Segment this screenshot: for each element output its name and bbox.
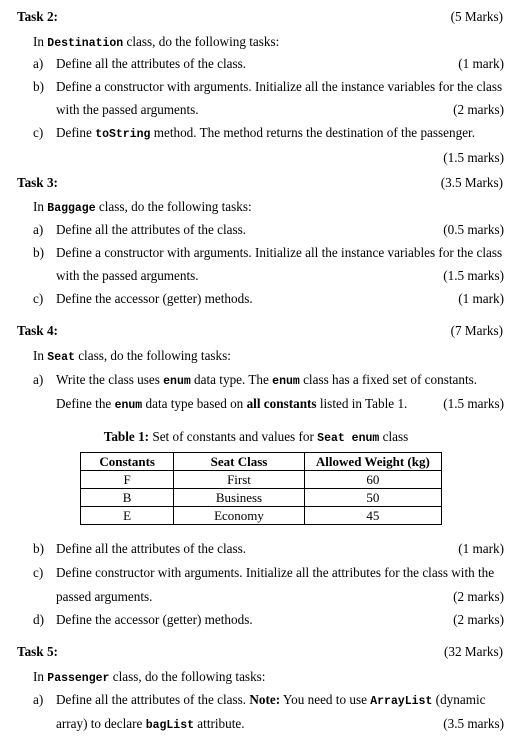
item-label: b)	[33, 541, 44, 556]
table-row	[81, 489, 442, 507]
item-text	[56, 126, 475, 141]
task3-intro-pre: In	[33, 199, 48, 214]
item-marks: (0.5 marks)	[443, 222, 504, 237]
item-label: a)	[33, 372, 44, 387]
item-label: b)	[33, 245, 44, 260]
item-text-cont: with the passed arguments.	[56, 102, 199, 117]
table-cell: B	[81, 489, 174, 507]
task2-heading	[17, 10, 504, 23]
task5-intro-pre: In	[33, 669, 48, 684]
item-text-cont	[56, 717, 245, 732]
task2-marks: (5 Marks)	[450, 9, 503, 24]
task2-title: Task 2:	[17, 9, 58, 24]
item-marks: (1 mark)	[458, 541, 504, 556]
caption-label: Table 1:	[103, 429, 150, 444]
task4-marks: (7 Marks)	[450, 323, 503, 338]
task4-intro-pre: In	[33, 348, 48, 363]
item-label: c)	[33, 291, 44, 306]
attribute-baglist: bagList	[145, 719, 194, 732]
item-label: b)	[33, 79, 44, 94]
table-header-row	[81, 453, 442, 471]
table-cell: 60	[304, 471, 441, 489]
item-text: Define constructor with arguments. Initialize all the attributes for the class with the	[56, 565, 495, 580]
caption-code: Seat enum	[317, 432, 380, 445]
text-post: listed in Table 1.	[316, 396, 408, 411]
item-text-cont: passed arguments.	[56, 589, 153, 604]
text-post: attribute.	[194, 716, 245, 731]
task3-marks: (3.5 Marks)	[440, 175, 503, 190]
task5-marks: (32 Marks)	[444, 644, 503, 659]
text-pre: Write the class uses	[56, 372, 164, 387]
table-header: Seat Class	[174, 453, 304, 471]
item-label: c)	[33, 125, 44, 140]
item-text-cont	[56, 397, 407, 412]
item-marks: (1 mark)	[458, 291, 504, 306]
table-header: Constants	[81, 453, 174, 471]
task5-intro-post: class, do the following tasks:	[109, 669, 266, 684]
text-mid: data type based on	[142, 396, 247, 411]
item-marks: (1 mark)	[458, 56, 504, 71]
keyword-enum: enum	[163, 375, 191, 388]
item-text: Define all the attributes of the class.	[56, 541, 247, 556]
text-post: class has a fixed set of constants.	[299, 372, 478, 387]
item-marks: (1.5 marks)	[443, 268, 504, 283]
task3-title: Task 3:	[17, 175, 58, 190]
item-text-post: method. The method returns the destination of the passenger.	[150, 125, 476, 140]
item-text-pre: Define	[56, 125, 96, 140]
item-marks: (2 marks)	[453, 589, 504, 604]
item-marks: (3.5 marks)	[443, 716, 504, 731]
item-text: Define a constructor with arguments. Initialize all the instance variables for the class	[56, 245, 503, 260]
table-header: Allowed Weight (kg)	[304, 453, 441, 471]
task4-class-name: Seat	[47, 351, 75, 364]
type-arraylist: ArrayList	[370, 695, 433, 708]
item-text-cont: with the passed arguments.	[56, 268, 199, 283]
task2-intro	[33, 35, 279, 50]
table-cell: 45	[304, 507, 441, 525]
item-text: Define all the attributes of the class.	[56, 222, 247, 237]
item-text: Define the accessor (getter) methods.	[56, 291, 253, 306]
method-name: toString	[95, 128, 151, 141]
item-text	[56, 373, 477, 388]
task3-heading	[17, 176, 504, 189]
item-text: Define a constructor with arguments. Initialize all the instance variables for the class	[56, 79, 503, 94]
item-text	[56, 693, 485, 708]
table-cell: 50	[304, 489, 441, 507]
item-text: Define the accessor (getter) methods.	[56, 612, 253, 627]
item-marks: (2 marks)	[453, 102, 504, 117]
text-post: (dynamic	[432, 692, 486, 707]
item-label: c)	[33, 565, 44, 580]
text-pre: Define the	[56, 396, 115, 411]
item-label: a)	[33, 692, 44, 707]
task3-intro-post: class, do the following tasks:	[95, 199, 252, 214]
task4-title: Task 4:	[17, 323, 58, 338]
task2-intro-post: class, do the following tasks:	[123, 34, 280, 49]
table-cell: Economy	[174, 507, 304, 525]
table-cell: Business	[174, 489, 304, 507]
task4-heading	[17, 324, 504, 337]
text-pre: array) to declare	[56, 716, 146, 731]
keyword-enum: enum	[114, 399, 143, 412]
item-label: a)	[33, 56, 44, 71]
item-text: Define all the attributes of the class.	[56, 56, 247, 71]
task2-item-c-marks: (1.5 marks)	[443, 150, 504, 165]
text-pre: Define all the attributes of the class.	[56, 692, 250, 707]
task5-title: Task 5:	[17, 644, 58, 659]
item-label: d)	[33, 612, 44, 627]
task5-heading	[17, 645, 504, 658]
task2-intro-pre: In	[33, 34, 48, 49]
task4-intro	[33, 349, 231, 364]
keyword-enum: enum	[272, 375, 300, 388]
task4-intro-post: class, do the following tasks:	[74, 348, 231, 363]
seat-enum-table	[80, 452, 442, 525]
caption-post: class	[379, 429, 409, 444]
task2-class-name: Destination	[47, 37, 124, 50]
task5-class-name: Passenger	[47, 672, 110, 685]
caption-text: Set of constants and values for	[149, 429, 318, 444]
task3-intro	[33, 200, 252, 215]
table-caption	[0, 430, 512, 445]
task3-class-name: Baggage	[47, 202, 96, 215]
text-bold: all constants	[246, 396, 317, 411]
table-cell: First	[174, 471, 304, 489]
text-mid: You need to use	[280, 692, 371, 707]
table-cell: E	[81, 507, 174, 525]
table-cell: F	[81, 471, 174, 489]
item-marks: (1.5 marks)	[443, 396, 504, 411]
task5-intro	[33, 670, 265, 685]
table-row	[81, 471, 442, 489]
item-label: a)	[33, 222, 44, 237]
table-row	[81, 507, 442, 525]
note-label: Note:	[249, 692, 281, 707]
item-marks: (2 marks)	[453, 612, 504, 627]
text-mid: data type. The	[190, 372, 273, 387]
